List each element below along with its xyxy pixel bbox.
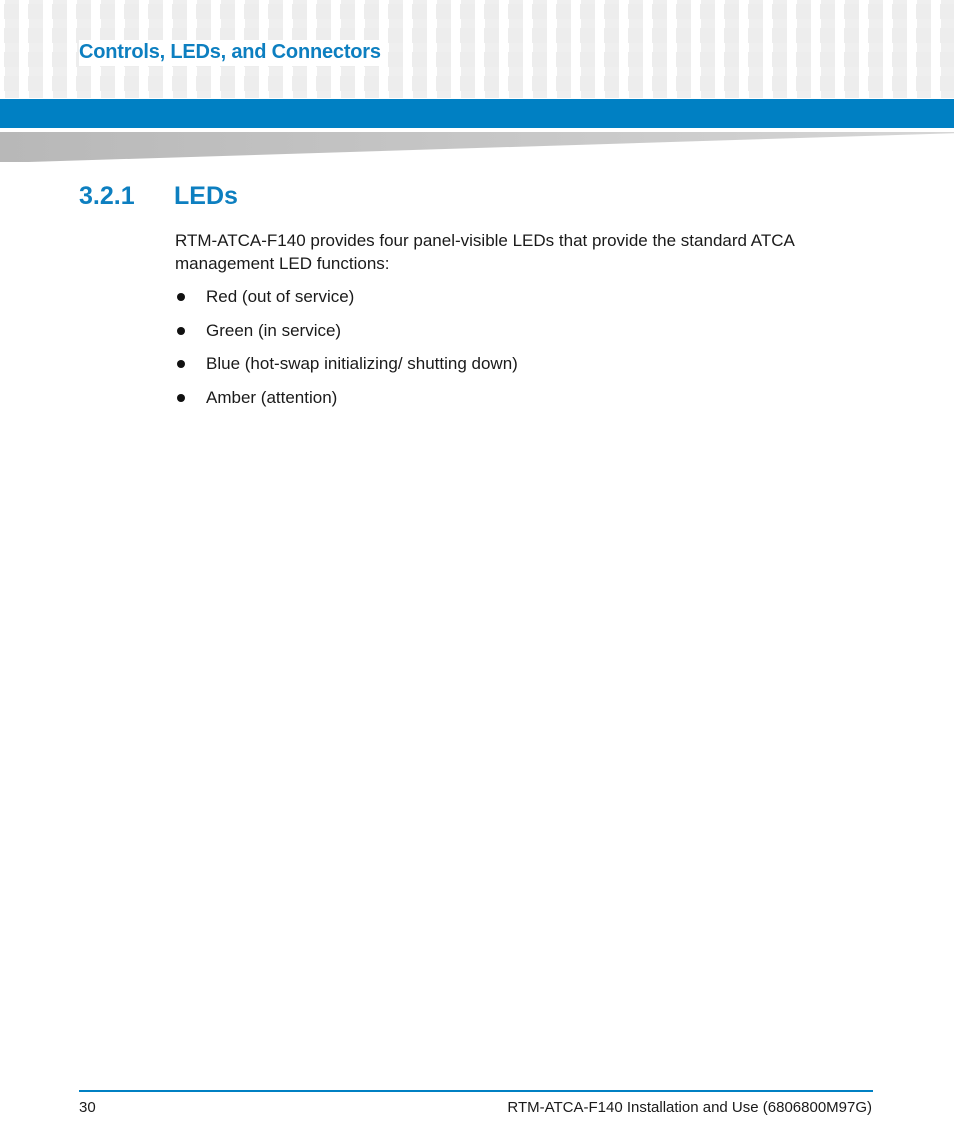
header-square [28,28,43,43]
header-square [796,76,811,91]
header-square [172,76,187,91]
header-square [772,52,787,67]
header-square [628,76,643,91]
bullet-icon [177,394,185,402]
header-square [460,28,475,43]
header-square [676,76,691,91]
header-square [508,76,523,91]
header-square [340,76,355,91]
header-square [508,28,523,43]
header-square [652,52,667,67]
header-square [196,76,211,91]
header-square [916,4,931,19]
header-square [892,52,907,67]
header-square [892,4,907,19]
header-square [844,4,859,19]
header-square [604,52,619,67]
header-square [604,4,619,19]
header-square [916,28,931,43]
header-square [4,28,19,43]
list-item [175,318,825,352]
header-square [484,28,499,43]
header-square [76,4,91,19]
header-square [748,4,763,19]
list-item [175,284,825,318]
header-square [508,52,523,67]
header-square [628,28,643,43]
header-square [436,76,451,91]
header-square [580,4,595,19]
header-square [892,28,907,43]
header-square [916,76,931,91]
header-square [748,28,763,43]
header-square [940,4,954,19]
header-square [532,4,547,19]
header-square [724,52,739,67]
header-square [724,28,739,43]
header-square [508,4,523,19]
header-square [820,52,835,67]
page-number: 30 [79,1099,96,1116]
list-item [175,351,825,385]
header-square [436,52,451,67]
header-square [460,52,475,67]
header-square [52,52,67,67]
header-square [820,28,835,43]
header-square [100,4,115,19]
header-square [412,76,427,91]
list-item-text: Red (out of service) [206,287,355,306]
header-square [844,28,859,43]
header-square [460,4,475,19]
header-square [796,52,811,67]
header-square [868,4,883,19]
header-square [676,4,691,19]
header-square [892,76,907,91]
header-square [700,28,715,43]
header-square [700,4,715,19]
header-square [532,52,547,67]
header-square [940,28,954,43]
footer-rule [79,1090,873,1092]
header-square [484,4,499,19]
header-square [580,28,595,43]
header-square [316,4,331,19]
header-gray-wedge [0,132,954,162]
header-square [652,76,667,91]
header-square [148,4,163,19]
chapter-title: Controls, LEDs, and Connectors [79,40,385,66]
header-square [556,52,571,67]
header-square [844,76,859,91]
header-square [364,4,379,19]
header-square [724,4,739,19]
header-square [292,76,307,91]
header-square [436,28,451,43]
list-item [175,385,825,419]
header-square [124,76,139,91]
header-square [4,76,19,91]
header-square [76,76,91,91]
header-square [388,4,403,19]
header-square [604,28,619,43]
header-square [412,28,427,43]
header-square [100,76,115,91]
header-square [748,52,763,67]
bullet-icon [177,327,185,335]
list-item-text: Amber (attention) [206,387,338,407]
header-blue-band [0,99,954,128]
header-square [532,28,547,43]
header-square [484,52,499,67]
header-square [772,4,787,19]
header-square [580,76,595,91]
header-square [436,4,451,19]
header-square [868,28,883,43]
header-square [148,76,163,91]
header-square [340,4,355,19]
header-square [604,76,619,91]
header-square [940,52,954,67]
header-square [316,76,331,91]
header-square [28,4,43,19]
header-square [412,52,427,67]
list-item-text: Blue (hot-swap initializing/ shutting down) [206,354,518,373]
header-square [220,4,235,19]
header-square [676,52,691,67]
header-square [868,52,883,67]
header-square [52,4,67,19]
header-square [244,4,259,19]
led-list [175,284,825,418]
header-square [532,76,547,91]
header-square [700,52,715,67]
header-square [676,28,691,43]
header-square [28,52,43,67]
header-square [220,76,235,91]
header-square [796,28,811,43]
header-square [748,76,763,91]
header-square [820,4,835,19]
header-square [52,76,67,91]
header-square [292,4,307,19]
header-square [268,76,283,91]
section-number: 3.2.1 [79,182,135,210]
header-square [460,76,475,91]
header-square [124,4,139,19]
header-square [772,76,787,91]
header-square [820,76,835,91]
header-square [484,76,499,91]
header-square [844,52,859,67]
bullet-icon [177,360,185,368]
header-square [772,28,787,43]
header-square [796,4,811,19]
header-square [244,76,259,91]
header-square [628,52,643,67]
header-square [724,76,739,91]
header-square [868,76,883,91]
section-title: LEDs [174,182,238,210]
header-square [196,4,211,19]
header-square [652,28,667,43]
header-square [940,76,954,91]
header-square [268,4,283,19]
header-square [52,28,67,43]
header-square [916,52,931,67]
header-square [652,4,667,19]
header-square [172,4,187,19]
header-square [556,4,571,19]
header-square [628,4,643,19]
footer-document-title: RTM-ATCA-F140 Installation and Use (6806800M97G) [507,1099,872,1116]
header-square [412,4,427,19]
section-heading [79,182,238,211]
header-square [556,76,571,91]
header-square [580,52,595,67]
header-square [388,28,403,43]
section-intro: RTM-ATCA-F140 provides four panel-visible LEDs that provide the standard ATCA management LED functions: [175,231,794,273]
list-item-text: Green (in service) [206,320,342,340]
header-square [388,76,403,91]
header-square [4,4,19,19]
bullet-icon [177,293,185,301]
header-square [364,76,379,91]
header-square [388,52,403,67]
header-square [28,76,43,91]
header-square [700,76,715,91]
header-square [4,52,19,67]
header-square [556,28,571,43]
